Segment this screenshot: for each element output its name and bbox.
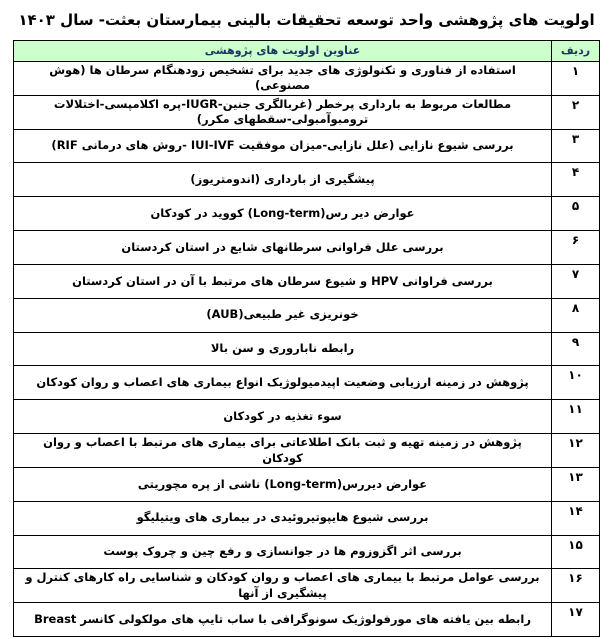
table-row [14,535,599,569]
table-row [14,332,599,366]
row-title-cell: عوارض دیر رس(Long-term) کووید در کودکان [150,205,415,220]
table-row [14,568,599,602]
row-title-cell: بررسی شیوع هایپوتیروئیدی در بیماری های ویتیلیگو [136,510,429,525]
table-row [14,501,599,535]
row-title-cell: سوء تغذیه در کودکان [223,408,342,423]
row-title-cell: استفاده از فناوری و تکنولوژی های جدید برای تشخیص زودهنگام سرطان ها (هوش مصنوعی) [49,62,516,93]
row-number-cell: ۳ [551,130,599,163]
row-number-cell: ۴ [551,163,599,196]
table-row [14,602,599,636]
table-row [14,162,599,196]
row-title-cell: پژوهش در زمینه تهیه و ثبت بانک اطلاعاتی برای بیماری های مرتبط با اعصاب و روان کودکان [43,435,522,465]
row-number-cell: ۵ [551,197,599,230]
row-number-cell: ۱۰ [551,366,599,399]
row-number-cell: ۱۳ [551,468,599,501]
table-header-row [14,41,599,61]
table-row [14,433,599,467]
table-row [14,95,599,129]
row-number-cell: ۲ [551,96,599,129]
table-row [14,196,599,230]
row-number-cell: ۱ [551,62,599,95]
table-row [14,61,599,95]
row-number-cell: ۸ [551,299,599,332]
row-number-cell: ۱۴ [551,502,599,535]
row-title-cell: بررسی شیوع نازایی (علل نازایی-میزان موفقیت IUI-IVF -روش های درمانی RIF) [51,138,514,153]
priorities-table [13,40,600,637]
row-title-cell: خونریزی غیر طبیعی(AUB) [206,307,359,322]
row-title-cell: پژوهش در زمینه ارزیابی وضعیت اپیدمیولوژیک انواع بیماری های اعصاب و روان کودکان [36,375,529,390]
row-title-cell: بررسی عوامل مرتبط با بیماری های اعصاب و روان کودکان و شناسایی راه کارهای کنترل و پیشگیری از آنها [25,570,540,600]
row-number-cell: ۷ [551,265,599,298]
row-number-cell: ۱۷ [551,603,599,636]
row-number-cell: ۶ [551,231,599,264]
row-title-cell: رابطه ناباروری و سن بالا [210,341,355,356]
row-title-cell: مطالعات مربوط به بارداری پرخطر (غربالگری جنین-IUGR-پره اکلامپسی-اختلالات ترومبوآمبولی-سقطهای مکرر) [53,96,512,127]
table-row [14,129,599,163]
row-number-cell: ۹ [551,333,599,366]
row-title-cell: بررسی علل فراوانی سرطانهای شایع در استان کردستان [121,239,444,254]
table-row [14,230,599,264]
row-title-cell: عوارض دیررس(Long-term) ناشی از پره مچوریتی [137,476,428,491]
row-title-cell: بررسی فراوانی HPV و شیوع سرطان های مرتبط با آن در استان کردستان [72,273,493,288]
row-number-cell: ۱۵ [551,536,599,569]
row-title-cell: پیشگیری از بارداری (اندومتریوز) [190,172,375,187]
table-row [14,365,599,399]
table-row [14,298,599,332]
row-title-cell: رابطه بین یافته های مورفولوژیک سونوگرافی با ساب تایپ های مولکولی کانسر Breast [34,611,531,626]
row-number-cell: ۱۶ [551,569,599,602]
table-row [14,467,599,501]
row-number-cell: ۱۱ [551,400,599,433]
row-title-cell: بررسی اثر اگزوزوم ها در جوانسازی و رفع چین و چروک پوست [103,544,462,559]
column-header-titles: عناوین اولویت های پژوهشی [14,41,551,61]
column-header-row-number: ردیف [551,41,599,61]
table-row [14,264,599,298]
page-title: اولویت های پژوهشی واحد توسعه تحقیقات بالینی بیمارستان بعثت- سال ۱۴۰۳ [18,11,595,29]
table-row [14,399,599,433]
row-number-cell: ۱۲ [551,434,599,467]
